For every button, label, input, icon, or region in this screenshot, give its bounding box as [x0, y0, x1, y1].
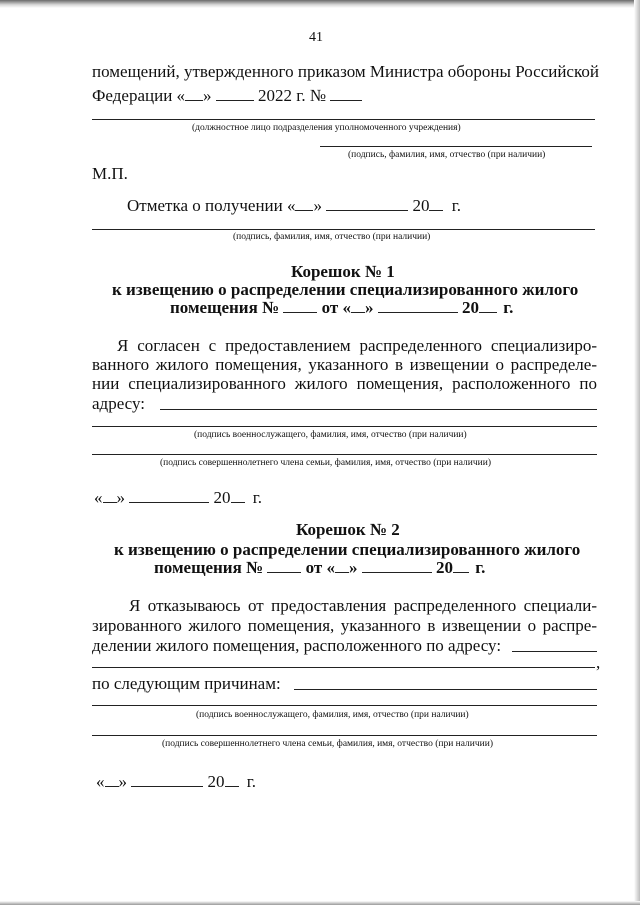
- stub1-address-label: адресу:: [92, 394, 145, 413]
- scan-edge-bottom: [0, 901, 640, 905]
- official-signature-line[interactable]: [92, 119, 595, 120]
- stub2-para-line-1: Я отказываюсь от предоставления распределенного специали-: [129, 596, 597, 615]
- official-sign-caption: (подпись, фамилия, имя, отчество (при наличии): [348, 150, 546, 160]
- stub2-address-field-2[interactable]: [92, 667, 595, 668]
- official-caption: (должностное лицо подразделения уполномоченного учреждения): [192, 123, 461, 133]
- stub1-para-line-2: ванного жилого помещения, указанного в извещении о распределе-: [92, 355, 597, 374]
- stub2-para-line-2: зированного жилого помещения, указанного в извещении о распре-: [92, 616, 597, 635]
- scan-edge-right: [634, 0, 640, 905]
- stub2-reasons-field[interactable]: [294, 689, 597, 690]
- intro-line-1: помещений, утвержденного приказом Министра обороны Российской: [92, 62, 599, 81]
- scan-edge-top: [0, 0, 640, 8]
- stub1-subtitle-2: помещения № от « » 20 г.: [170, 298, 514, 317]
- receipt-caption: (подпись, фамилия, имя, отчество (при наличии): [233, 232, 431, 242]
- intro-line-2: Федерации « » 2022 г. №: [92, 86, 362, 106]
- stub1-address-field[interactable]: [160, 409, 597, 410]
- stub1-family-caption: (подпись совершеннолетнего члена семьи, фамилия, имя, отчество (при наличии): [160, 458, 491, 468]
- stub2-reasons-label: по следующим причинам:: [92, 674, 281, 693]
- stub1-family-line[interactable]: [92, 454, 597, 455]
- stub2-para-line-3: делении жилого помещения, расположенного по адресу:: [92, 636, 502, 655]
- stub1-subtitle: к извещению о распределении специализированного жилого: [112, 280, 579, 299]
- stub1-para-line-3: нии специализированного жилого помещения, расположенного по: [92, 374, 597, 393]
- stub2-family-caption: (подпись совершеннолетнего члена семьи, фамилия, имя, отчество (при наличии): [162, 739, 493, 749]
- stub1-date: « » 20 г.: [94, 488, 263, 507]
- stub2-address-field[interactable]: [512, 651, 597, 652]
- stamp-mark: М.П.: [92, 164, 128, 183]
- official-sign-line[interactable]: [320, 146, 592, 147]
- stub1-para-line-1: Я согласен с предоставлением распределенного специализиро-: [117, 336, 597, 355]
- stub2-comma: ,: [596, 653, 601, 672]
- stub2-serviceman-line[interactable]: [92, 705, 597, 706]
- stub2-family-line[interactable]: [92, 735, 597, 736]
- stub1-serviceman-line[interactable]: [92, 426, 597, 427]
- stub1-serviceman-caption: (подпись военнослужащего, фамилия, имя, отчество (при наличии): [194, 430, 467, 440]
- stub2-date: « » 20 г.: [96, 772, 257, 791]
- stub2-subtitle-2: помещения № от « » 20 г.: [154, 558, 486, 577]
- receipt-line: Отметка о получении « » 20 г.: [127, 196, 462, 215]
- receipt-signature-line[interactable]: [92, 229, 595, 230]
- page-number: 41: [309, 30, 323, 45]
- stub2-serviceman-caption: (подпись военнослужащего, фамилия, имя, отчество (при наличии): [196, 710, 469, 720]
- stub2-title: Корешок № 2: [296, 520, 400, 539]
- stub1-title: Корешок № 1: [291, 262, 395, 281]
- stub2-subtitle: к извещению о распределении специализированного жилого: [114, 540, 581, 559]
